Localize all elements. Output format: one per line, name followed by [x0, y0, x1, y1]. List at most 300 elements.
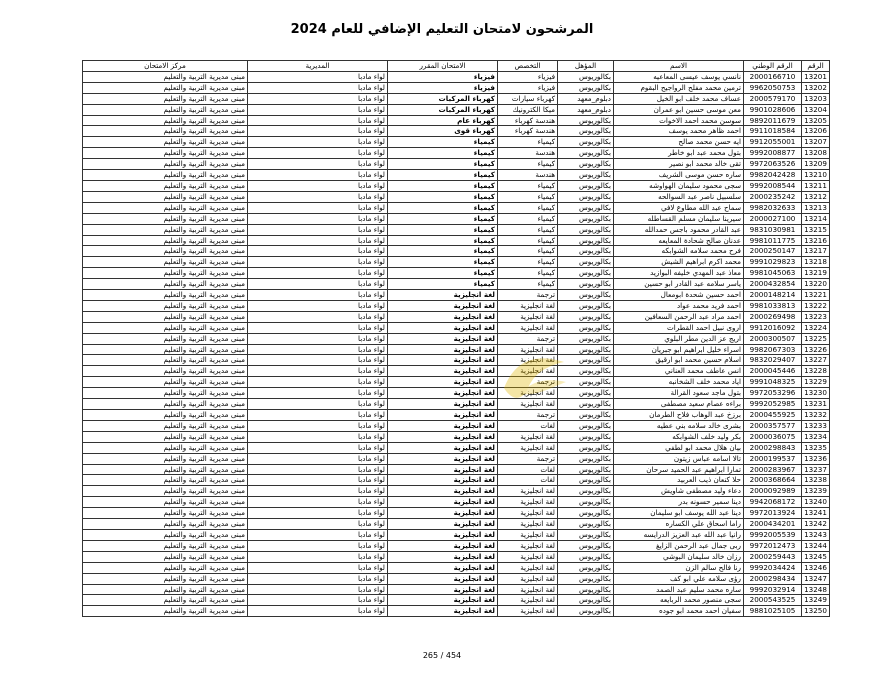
cell-national-id: 9881025105: [744, 606, 802, 617]
cell-exam-center: مبنى مديرية التربية والتعليم: [83, 453, 248, 464]
cell-name: فرح محمد سلامه الشوابكه: [614, 246, 744, 257]
cell-name: اياد محمد خلف الشخانبه: [614, 377, 744, 388]
cell-national-id: 9992052985: [744, 399, 802, 410]
cell-directorate: لواء مادبا: [248, 213, 388, 224]
cell-seq: 13233: [802, 420, 830, 431]
cell-specialization: ترجمة: [498, 333, 558, 344]
cell-qualification: بكالوريوس: [558, 606, 614, 617]
cell-name: احمد ظاهر محمد يوسف: [614, 126, 744, 137]
cell-name: براءه عصام سعيد مصطفى: [614, 399, 744, 410]
cell-directorate: لواء مادبا: [248, 431, 388, 442]
cell-exam-center: مبنى مديرية التربية والتعليم: [83, 366, 248, 377]
cell-qualification: بكالوريوس: [558, 279, 614, 290]
cell-specialization: كيمياء: [498, 257, 558, 268]
cell-name: رانيا عبد الله عبد العزيز الدرايسه: [614, 529, 744, 540]
table-row: [83, 399, 830, 410]
cell-national-id: 2000298843: [744, 442, 802, 453]
cell-national-id: 2000298434: [744, 573, 802, 584]
cell-national-id: 2000368664: [744, 475, 802, 486]
cell-national-id: 2000259443: [744, 551, 802, 562]
cell-exam-center: مبنى مديرية التربية والتعليم: [83, 115, 248, 126]
table-row: [83, 224, 830, 235]
cell-exam-center: مبنى مديرية التربية والتعليم: [83, 377, 248, 388]
cell-exam-center: مبنى مديرية التربية والتعليم: [83, 224, 248, 235]
cell-national-id: 9832029407: [744, 355, 802, 366]
cell-name: اسراء خليل ابراهيم ابو جبريان: [614, 344, 744, 355]
cell-name: تمارا ابراهيم عبد الحميد سرحان: [614, 464, 744, 475]
cell-seq: 13241: [802, 508, 830, 519]
cell-exam: كيمياء: [388, 257, 498, 268]
cell-specialization: لغات: [498, 420, 558, 431]
cell-exam: لغة انجليزية: [388, 475, 498, 486]
cell-seq: 13248: [802, 584, 830, 595]
cell-directorate: لواء مادبا: [248, 399, 388, 410]
cell-seq: 13226: [802, 344, 830, 355]
cell-name: رنا فالح سالم الزن: [614, 562, 744, 573]
table-row: [83, 453, 830, 464]
cell-qualification: بكالوريوس: [558, 333, 614, 344]
cell-name: بتول ماجد سعود القرالة: [614, 388, 744, 399]
cell-national-id: 9972063526: [744, 159, 802, 170]
header-directorate: المديرية: [248, 61, 388, 72]
cell-name: سجى محمود سليمان الهواوشه: [614, 180, 744, 191]
cell-national-id: 2000269498: [744, 311, 802, 322]
cell-directorate: لواء مادبا: [248, 606, 388, 617]
cell-specialization: كيمياء: [498, 191, 558, 202]
cell-name: ساره محمد سليم عبد الصمد: [614, 584, 744, 595]
cell-directorate: لواء مادبا: [248, 235, 388, 246]
cell-national-id: 9992034424: [744, 562, 802, 573]
table-row: [83, 486, 830, 497]
cell-seq: 13230: [802, 388, 830, 399]
cell-qualification: بكالوريوس: [558, 475, 614, 486]
cell-exam: كيمياء: [388, 279, 498, 290]
cell-seq: 13203: [802, 93, 830, 104]
cell-national-id: 2000199537: [744, 453, 802, 464]
cell-exam-center: مبنى مديرية التربية والتعليم: [83, 82, 248, 93]
candidates-table: [82, 60, 830, 617]
cell-exam-center: مبنى مديرية التربية والتعليم: [83, 104, 248, 115]
cell-qualification: بكالوريوس: [558, 311, 614, 322]
table-row: [83, 191, 830, 202]
cell-qualification: بكالوريوس: [558, 322, 614, 333]
table-row: [83, 322, 830, 333]
table-row: [83, 93, 830, 104]
cell-directorate: لواء مادبا: [248, 355, 388, 366]
cell-seq: 13243: [802, 529, 830, 540]
cell-seq: 13242: [802, 519, 830, 530]
cell-name: ربى جمال عبد الرحمن الزايغ: [614, 540, 744, 551]
table-row: [83, 464, 830, 475]
cell-exam: لغة انجليزية: [388, 486, 498, 497]
cell-qualification: بكالوريوس: [558, 377, 614, 388]
cell-exam: لغة انجليزية: [388, 540, 498, 551]
cell-exam-center: مبنى مديرية التربية والتعليم: [83, 355, 248, 366]
table-row: [83, 475, 830, 486]
cell-exam-center: مبنى مديرية التربية والتعليم: [83, 71, 248, 82]
table-row: [83, 540, 830, 551]
cell-name: عدنان صالح شحادة المعايعه: [614, 235, 744, 246]
cell-qualification: بكالوريوس: [558, 202, 614, 213]
cell-directorate: لواء مادبا: [248, 333, 388, 344]
cell-seq: 13224: [802, 322, 830, 333]
cell-national-id: 9981011775: [744, 235, 802, 246]
cell-national-id: 9912055001: [744, 137, 802, 148]
cell-seq: 13202: [802, 82, 830, 93]
cell-exam: فيزياء: [388, 71, 498, 82]
cell-seq: 13207: [802, 137, 830, 148]
cell-exam: لغة انجليزية: [388, 551, 498, 562]
cell-exam: كيمياء: [388, 180, 498, 191]
cell-seq: 13245: [802, 551, 830, 562]
cell-directorate: لواء مادبا: [248, 202, 388, 213]
table-row: [83, 300, 830, 311]
cell-directorate: لواء مادبا: [248, 377, 388, 388]
cell-name: اسلام حسين محمد ابو ارقيق: [614, 355, 744, 366]
cell-specialization: لغة انجليزية: [498, 486, 558, 497]
cell-qualification: بكالوريوس: [558, 191, 614, 202]
cell-specialization: هندسة: [498, 148, 558, 159]
cell-specialization: هندسة كهرباء: [498, 115, 558, 126]
cell-qualification: بكالوريوس: [558, 508, 614, 519]
cell-specialization: كيمياء: [498, 235, 558, 246]
cell-name: ساره حسن موسى الشريف: [614, 170, 744, 181]
table-header-row: [83, 61, 830, 72]
cell-exam-center: مبنى مديرية التربية والتعليم: [83, 300, 248, 311]
table-row: [83, 235, 830, 246]
cell-directorate: لواء مادبا: [248, 366, 388, 377]
table-row: [83, 606, 830, 617]
cell-exam-center: مبنى مديرية التربية والتعليم: [83, 573, 248, 584]
cell-seq: 13225: [802, 333, 830, 344]
cell-qualification: بكالوريوس: [558, 366, 614, 377]
cell-directorate: لواء مادبا: [248, 290, 388, 301]
table-row: [83, 279, 830, 290]
cell-exam-center: مبنى مديرية التربية والتعليم: [83, 290, 248, 301]
cell-exam-center: مبنى مديرية التربية والتعليم: [83, 584, 248, 595]
cell-exam-center: مبنى مديرية التربية والتعليم: [83, 519, 248, 530]
cell-specialization: ترجمة: [498, 410, 558, 421]
cell-national-id: 9911018584: [744, 126, 802, 137]
cell-exam: لغة انجليزية: [388, 584, 498, 595]
cell-directorate: لواء مادبا: [248, 529, 388, 540]
table-row: [83, 584, 830, 595]
cell-qualification: بكالوريوس: [558, 540, 614, 551]
cell-specialization: لغة انجليزية: [498, 595, 558, 606]
cell-seq: 13222: [802, 300, 830, 311]
cell-seq: 13237: [802, 464, 830, 475]
cell-qualification: بكالوريوس: [558, 431, 614, 442]
cell-seq: 13209: [802, 159, 830, 170]
cell-national-id: 2000045446: [744, 366, 802, 377]
cell-name: احمد حسين شحدة ابومعال: [614, 290, 744, 301]
cell-directorate: لواء مادبا: [248, 93, 388, 104]
cell-directorate: لواء مادبا: [248, 519, 388, 530]
cell-qualification: بكالوريوس: [558, 290, 614, 301]
cell-exam-center: مبنى مديرية التربية والتعليم: [83, 333, 248, 344]
cell-specialization: لغة انجليزية: [498, 584, 558, 595]
cell-qualification: بكالوريوس: [558, 180, 614, 191]
cell-directorate: لواء مادبا: [248, 246, 388, 257]
table-row: [83, 551, 830, 562]
cell-seq: 13221: [802, 290, 830, 301]
cell-directorate: لواء مادبا: [248, 551, 388, 562]
table-row: [83, 159, 830, 170]
cell-specialization: لغات: [498, 475, 558, 486]
cell-national-id: 9982067303: [744, 344, 802, 355]
cell-national-id: 2000092989: [744, 486, 802, 497]
cell-national-id: 2000148214: [744, 290, 802, 301]
cell-specialization: لغة انجليزية: [498, 322, 558, 333]
cell-specialization: لغة انجليزية: [498, 606, 558, 617]
cell-name: سوسن محمد احمد الاخوات: [614, 115, 744, 126]
cell-seq: 13239: [802, 486, 830, 497]
cell-exam-center: مبنى مديرية التربية والتعليم: [83, 399, 248, 410]
table-row: [83, 126, 830, 137]
cell-specialization: لغة انجليزية: [498, 573, 558, 584]
cell-seq: 13249: [802, 595, 830, 606]
table-row: [83, 104, 830, 115]
table-row: [83, 268, 830, 279]
table-row: [83, 442, 830, 453]
cell-specialization: لغة انجليزية: [498, 300, 558, 311]
cell-exam-center: مبنى مديرية التربية والتعليم: [83, 606, 248, 617]
table-body: [83, 71, 830, 616]
cell-name: رؤى سلامه علي ابو كف: [614, 573, 744, 584]
cell-name: حلا كنعان ذيب العربيد: [614, 475, 744, 486]
cell-name: رزان خالد سليمان البوشي: [614, 551, 744, 562]
cell-qualification: بكالوريوس: [558, 159, 614, 170]
cell-seq: 13219: [802, 268, 830, 279]
cell-qualification: بكالوريوس: [558, 71, 614, 82]
cell-directorate: لواء مادبا: [248, 180, 388, 191]
cell-national-id: 9912016092: [744, 322, 802, 333]
cell-exam-center: مبنى مديرية التربية والتعليم: [83, 213, 248, 224]
cell-exam-center: مبنى مديرية التربية والتعليم: [83, 159, 248, 170]
page-title: المرشحون لامتحان التعليم الإضافي للعام 2024: [290, 22, 594, 37]
cell-national-id: 9992008877: [744, 148, 802, 159]
cell-name: عساف محمد خلف ابو الخيل: [614, 93, 744, 104]
cell-exam-center: مبنى مديرية التربية والتعليم: [83, 486, 248, 497]
cell-seq: 13228: [802, 366, 830, 377]
cell-national-id: 9991048325: [744, 377, 802, 388]
cell-specialization: كيمياء: [498, 213, 558, 224]
cell-qualification: بكالوريوس: [558, 257, 614, 268]
cell-exam: كيمياء: [388, 235, 498, 246]
cell-exam-center: مبنى مديرية التربية والتعليم: [83, 191, 248, 202]
cell-directorate: لواء مادبا: [248, 573, 388, 584]
header-specialization: التخصص: [498, 61, 558, 72]
cell-exam: لغة انجليزية: [388, 442, 498, 453]
cell-exam: كهرباء قوى: [388, 126, 498, 137]
header-national: الرقم الوطني: [744, 61, 802, 72]
cell-exam-center: مبنى مديرية التربية والتعليم: [83, 529, 248, 540]
cell-name: معن موسى حسين ابو عمران: [614, 104, 744, 115]
cell-national-id: 2000036075: [744, 431, 802, 442]
cell-qualification: بكالوريوس: [558, 137, 614, 148]
cell-seq: 13250: [802, 606, 830, 617]
cell-exam: لغة انجليزية: [388, 290, 498, 301]
cell-exam-center: مبنى مديرية التربية والتعليم: [83, 170, 248, 181]
cell-exam: كيمياء: [388, 246, 498, 257]
cell-name: سيرينا سليمان مسلم القساطله: [614, 213, 744, 224]
cell-specialization: لغة انجليزية: [498, 355, 558, 366]
table-row: [83, 355, 830, 366]
cell-qualification: بكالوريوس: [558, 268, 614, 279]
cell-specialization: لغة انجليزية: [498, 399, 558, 410]
cell-qualification: بكالوريوس: [558, 399, 614, 410]
cell-specialization: لغة انجليزية: [498, 519, 558, 530]
cell-specialization: لغة انجليزية: [498, 562, 558, 573]
cell-seq: 13205: [802, 115, 830, 126]
cell-name: معاذ عبد المهدي خليفه البوازيد: [614, 268, 744, 279]
cell-exam: كهرباء عام: [388, 115, 498, 126]
cell-exam: فيزياء: [388, 82, 498, 93]
cell-specialization: لغة انجليزية: [498, 311, 558, 322]
cell-qualification: بكالوريوس: [558, 148, 614, 159]
cell-national-id: 2000250147: [744, 246, 802, 257]
cell-exam: كيمياء: [388, 213, 498, 224]
header-name: الاسم: [614, 61, 744, 72]
cell-exam: لغة انجليزية: [388, 410, 498, 421]
cell-exam: كيمياء: [388, 159, 498, 170]
table-row: [83, 333, 830, 344]
cell-qualification: بكالوريوس: [558, 573, 614, 584]
cell-exam-center: مبنى مديرية التربية والتعليم: [83, 257, 248, 268]
cell-seq: 13210: [802, 170, 830, 181]
cell-qualification: بكالوريوس: [558, 388, 614, 399]
cell-exam-center: مبنى مديرية التربية والتعليم: [83, 246, 248, 257]
cell-directorate: لواء مادبا: [248, 584, 388, 595]
table-row: [83, 115, 830, 126]
cell-national-id: 2000235242: [744, 191, 802, 202]
cell-name: بشرى خالد سلامه بني عطيه: [614, 420, 744, 431]
cell-directorate: لواء مادبا: [248, 311, 388, 322]
cell-exam: كيمياء: [388, 137, 498, 148]
table-row: [83, 311, 830, 322]
cell-specialization: كيمياء: [498, 137, 558, 148]
table-row: [83, 344, 830, 355]
cell-exam: لغة انجليزية: [388, 453, 498, 464]
table-row: [83, 366, 830, 377]
cell-exam: لغة انجليزية: [388, 333, 498, 344]
cell-directorate: لواء مادبا: [248, 126, 388, 137]
cell-name: دينا عبد الله يوسف ابو سليمان: [614, 508, 744, 519]
cell-exam: لغة انجليزية: [388, 431, 498, 442]
cell-seq: 13246: [802, 562, 830, 573]
cell-national-id: 2000300507: [744, 333, 802, 344]
cell-exam: لغة انجليزية: [388, 573, 498, 584]
table-row: [83, 290, 830, 301]
table-row: [83, 420, 830, 431]
cell-exam: كيمياء: [388, 191, 498, 202]
cell-seq: 13204: [802, 104, 830, 115]
cell-seq: 13236: [802, 453, 830, 464]
cell-name: محمد اكرم ابراهيم الشيش: [614, 257, 744, 268]
cell-name: برزخ عبد الوهاب فلاح الطرمان: [614, 410, 744, 421]
cell-name: عبد القادر محمود باجس حمدالله: [614, 224, 744, 235]
cell-name: ترمين محمد مفلح الرواجيح البقوم: [614, 82, 744, 93]
cell-specialization: فيزياء: [498, 82, 558, 93]
cell-national-id: 2000579170: [744, 93, 802, 104]
cell-national-id: 2000166710: [744, 71, 802, 82]
cell-specialization: ترجمة: [498, 377, 558, 388]
table-row: [83, 213, 830, 224]
cell-name: ياسر سلامه عبد القادر ابو حسين: [614, 279, 744, 290]
cell-exam-center: مبنى مديرية التربية والتعليم: [83, 235, 248, 246]
cell-exam-center: مبنى مديرية التربية والتعليم: [83, 322, 248, 333]
cell-exam-center: مبنى مديرية التربية والتعليم: [83, 497, 248, 508]
cell-directorate: لواء مادبا: [248, 497, 388, 508]
table-row: [83, 595, 830, 606]
cell-qualification: دبلوم_معهد: [558, 104, 614, 115]
cell-qualification: بكالوريوس: [558, 529, 614, 540]
cell-seq: 13213: [802, 202, 830, 213]
cell-specialization: لغة انجليزية: [498, 431, 558, 442]
cell-national-id: 9992005539: [744, 529, 802, 540]
cell-national-id: 2000455925: [744, 410, 802, 421]
cell-name: بيان هلال محمد ابو لطفي: [614, 442, 744, 453]
header-qualification: المؤهل: [558, 61, 614, 72]
cell-national-id: 2000357577: [744, 420, 802, 431]
cell-directorate: لواء مادبا: [248, 442, 388, 453]
cell-specialization: كهرباء سيارات: [498, 93, 558, 104]
cell-seq: 13227: [802, 355, 830, 366]
cell-qualification: بكالوريوس: [558, 519, 614, 530]
cell-national-id: 9901028606: [744, 104, 802, 115]
cell-specialization: لغة انجليزية: [498, 508, 558, 519]
cell-name: احمد مراد عبد الرحمن السعافين: [614, 311, 744, 322]
cell-directorate: لواء مادبا: [248, 453, 388, 464]
cell-specialization: كيمياء: [498, 279, 558, 290]
cell-name: دينا سمير حسونه بدر: [614, 497, 744, 508]
cell-exam-center: مبنى مديرية التربية والتعليم: [83, 148, 248, 159]
cell-exam: لغة انجليزية: [388, 508, 498, 519]
cell-qualification: بكالوريوس: [558, 213, 614, 224]
cell-exam: لغة انجليزية: [388, 595, 498, 606]
cell-specialization: لغة انجليزية: [498, 366, 558, 377]
cell-exam: كيمياء: [388, 268, 498, 279]
cell-national-id: 9972053296: [744, 388, 802, 399]
cell-seq: 13216: [802, 235, 830, 246]
table-row: [83, 508, 830, 519]
table-row: [83, 377, 830, 388]
cell-specialization: فيزياء: [498, 71, 558, 82]
cell-specialization: لغة انجليزية: [498, 497, 558, 508]
cell-specialization: ميكا الكترونيك: [498, 104, 558, 115]
cell-seq: 13215: [802, 224, 830, 235]
cell-national-id: 9972013924: [744, 508, 802, 519]
cell-qualification: بكالوريوس: [558, 224, 614, 235]
cell-seq: 13214: [802, 213, 830, 224]
cell-directorate: لواء مادبا: [248, 148, 388, 159]
cell-exam: لغة انجليزية: [388, 366, 498, 377]
cell-exam: لغة انجليزية: [388, 344, 498, 355]
cell-directorate: لواء مادبا: [248, 344, 388, 355]
table-row: [83, 388, 830, 399]
table-row: [83, 257, 830, 268]
cell-directorate: لواء مادبا: [248, 224, 388, 235]
cell-specialization: كيمياء: [498, 159, 558, 170]
cell-qualification: بكالوريوس: [558, 464, 614, 475]
cell-directorate: لواء مادبا: [248, 464, 388, 475]
cell-exam: لغة انجليزية: [388, 519, 498, 530]
cell-national-id: 9981033813: [744, 300, 802, 311]
cell-qualification: بكالوريوس: [558, 595, 614, 606]
cell-exam-center: مبنى مديرية التربية والتعليم: [83, 475, 248, 486]
table-row: [83, 519, 830, 530]
cell-qualification: بكالوريوس: [558, 246, 614, 257]
